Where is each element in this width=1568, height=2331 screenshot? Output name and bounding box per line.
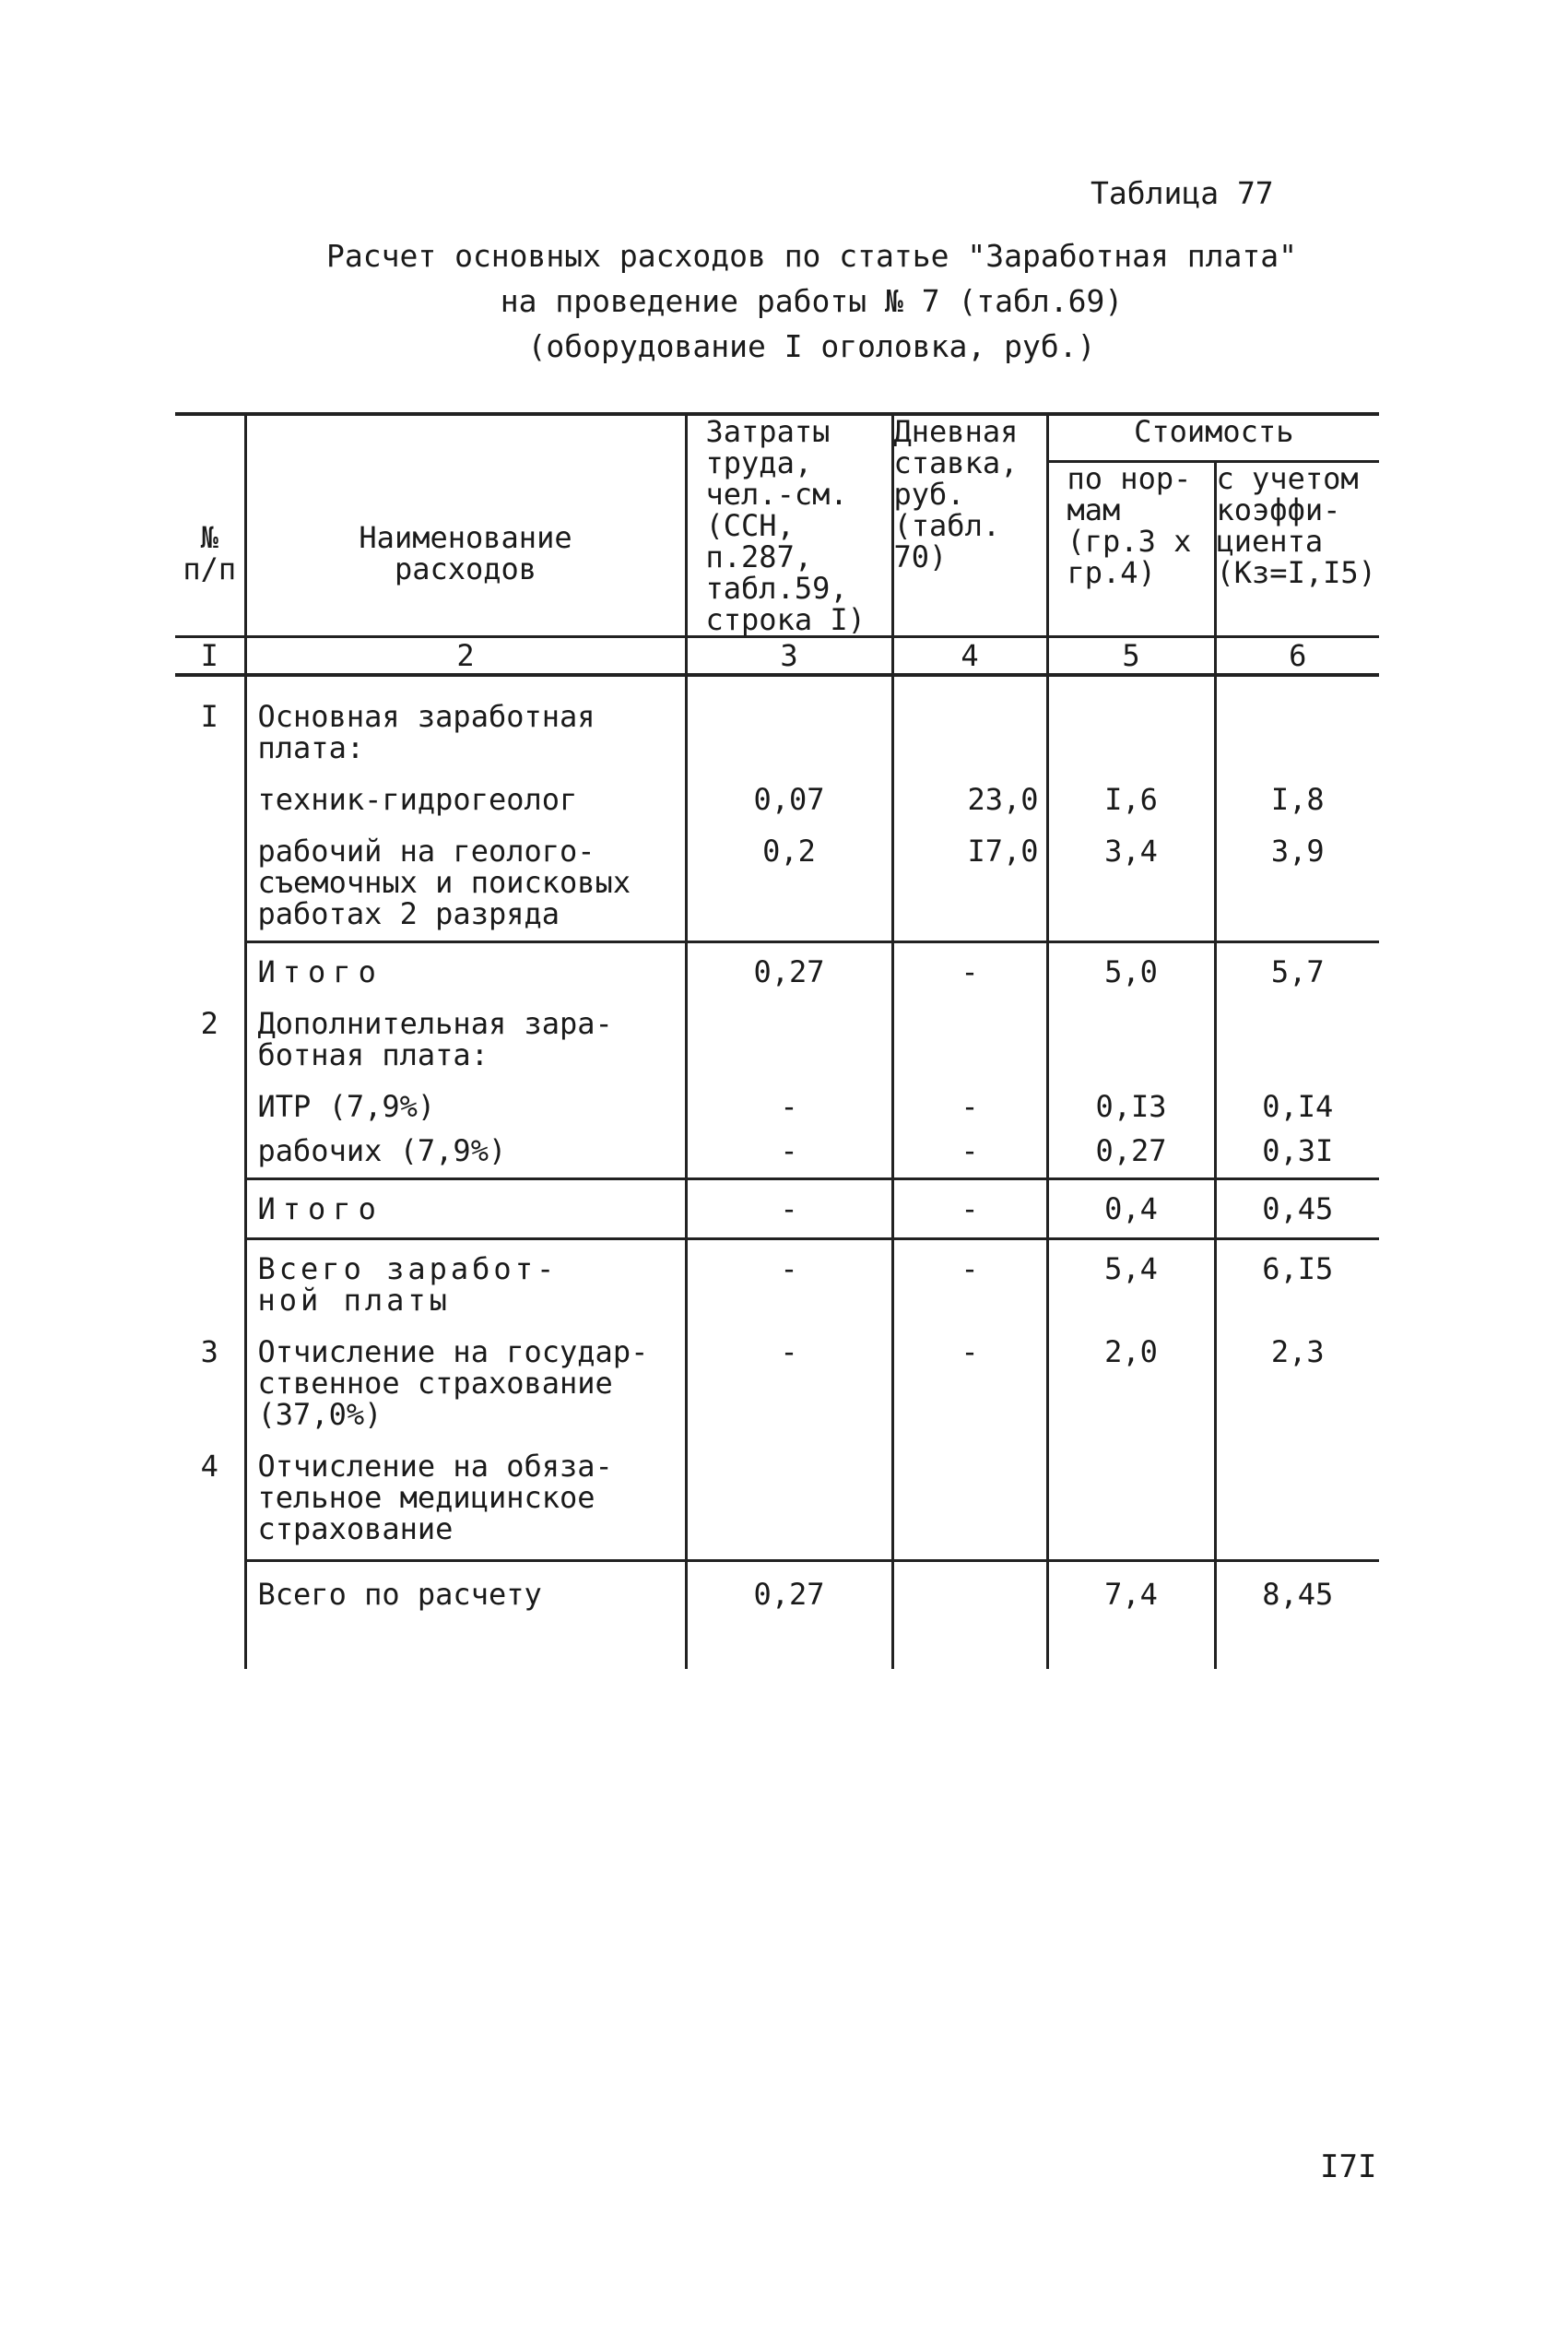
row-labor: - bbox=[686, 1316, 892, 1430]
row-name: ИТР (7,9%) bbox=[245, 1071, 686, 1122]
row-name: рабочих (7,9%) bbox=[245, 1122, 686, 1179]
subtotal-row bbox=[175, 942, 1379, 988]
row-norm: 3,4 bbox=[1047, 815, 1215, 942]
row-labor: 0,27 bbox=[686, 1561, 892, 1611]
row-rate: - bbox=[892, 942, 1047, 988]
table-row bbox=[175, 763, 1379, 815]
row-name: Всего по расчету bbox=[245, 1561, 686, 1611]
row-labor: - bbox=[686, 1179, 892, 1239]
row-coef: 8,45 bbox=[1215, 1561, 1379, 1611]
row-number: 4 bbox=[200, 1449, 218, 1484]
row-norm: 0,27 bbox=[1047, 1122, 1215, 1179]
total-wages-row bbox=[175, 1239, 1379, 1317]
row-labor: - bbox=[686, 1239, 892, 1317]
title-line-2: на проведение работы № 7 (табл.69) bbox=[500, 283, 1124, 319]
row-number: 3 bbox=[200, 1334, 218, 1369]
row-rate: - bbox=[892, 1239, 1047, 1317]
row-number: I bbox=[200, 699, 218, 734]
row-coef: 5,7 bbox=[1215, 942, 1379, 988]
row-labor: 0,2 bbox=[686, 815, 892, 942]
row-norm: 7,4 bbox=[1047, 1561, 1215, 1611]
column-numbers-row bbox=[175, 637, 1379, 676]
row-name: Дополнительная зара- ботная плата: bbox=[245, 988, 686, 1071]
header-name: Наименование расходов bbox=[245, 414, 686, 637]
table-row bbox=[175, 988, 1379, 1071]
header-cost-coef: с учетом коэффи- циента (Кз=I,I5) bbox=[1215, 461, 1379, 636]
table-row bbox=[175, 1316, 1379, 1430]
table-label: Таблица 77 bbox=[1091, 175, 1274, 211]
row-coef: 6,I5 bbox=[1215, 1239, 1379, 1317]
column-number: 6 bbox=[1215, 637, 1379, 676]
table-row bbox=[175, 701, 1379, 763]
title-line-1: Расчет основных расходов по статье "Заработная плата" bbox=[326, 238, 1297, 274]
row-name: Отчисление на обяза- тельное медицинское страхование bbox=[245, 1430, 686, 1561]
row-rate: I7,0 bbox=[892, 815, 1047, 942]
row-name: Основная заработная плата: bbox=[245, 701, 686, 763]
page-number: I7I bbox=[1320, 2148, 1377, 2185]
column-number: I bbox=[200, 638, 218, 673]
row-rate: - bbox=[892, 1316, 1047, 1430]
row-norm: I,6 bbox=[1047, 763, 1215, 815]
row-coef: 2,3 bbox=[1215, 1316, 1379, 1430]
table-row bbox=[175, 1430, 1379, 1561]
header-row-1 bbox=[175, 414, 1379, 461]
row-coef: 0,3I bbox=[1215, 1122, 1379, 1179]
row-name: Всего заработ- ной платы bbox=[245, 1239, 686, 1317]
header-cost-norm: по нор- мам (гр.3 х гр.4) bbox=[1047, 461, 1215, 636]
row-name: рабочий на геолого- съемочных и поисковых работах 2 разряда bbox=[245, 815, 686, 942]
column-number: 2 bbox=[245, 637, 686, 676]
row-name: Отчисление на государ- ственное страхование (37,0%) bbox=[245, 1316, 686, 1430]
row-labor: - bbox=[686, 1122, 892, 1179]
row-coef: 0,45 bbox=[1215, 1179, 1379, 1239]
table-row bbox=[175, 815, 1379, 942]
row-name: техник-гидрогеолог bbox=[245, 763, 686, 815]
row-rate: - bbox=[892, 1122, 1047, 1179]
subtotal-row bbox=[175, 1179, 1379, 1239]
row-coef: 0,I4 bbox=[1215, 1071, 1379, 1122]
row-rate: 23,0 bbox=[892, 763, 1047, 815]
row-rate: - bbox=[892, 1071, 1047, 1122]
table-row bbox=[175, 1071, 1379, 1122]
column-number: 3 bbox=[686, 637, 892, 676]
header-no: № п/п bbox=[183, 520, 237, 586]
row-name: Итого bbox=[245, 942, 686, 988]
column-number: 4 bbox=[892, 637, 1047, 676]
header-rate: Дневная ставка, руб. (табл. 70) bbox=[892, 414, 1047, 637]
row-name: Итого bbox=[245, 1179, 686, 1239]
row-coef: I,8 bbox=[1215, 763, 1379, 815]
row-labor: 0,07 bbox=[686, 763, 892, 815]
row-norm: 0,4 bbox=[1047, 1179, 1215, 1239]
column-number: 5 bbox=[1047, 637, 1215, 676]
table-row bbox=[175, 1122, 1379, 1179]
row-norm: 2,0 bbox=[1047, 1316, 1215, 1430]
row-rate: - bbox=[892, 1179, 1047, 1239]
row-norm: 0,I3 bbox=[1047, 1071, 1215, 1122]
header-labor: Затраты труда, чел.-см. (ССН, п.287, табл.59, строка I) bbox=[686, 414, 892, 637]
row-labor: 0,27 bbox=[686, 942, 892, 988]
title-line-3: (оборудование I оголовка, руб.) bbox=[527, 328, 1096, 364]
row-labor: - bbox=[686, 1071, 892, 1122]
row-number: 2 bbox=[200, 1006, 218, 1041]
header-cost: Стоимость bbox=[1047, 414, 1379, 461]
grand-total-row bbox=[175, 1561, 1379, 1611]
row-norm: 5,4 bbox=[1047, 1239, 1215, 1317]
row-coef: 3,9 bbox=[1215, 815, 1379, 942]
wage-calculation-table bbox=[175, 412, 1379, 1669]
row-norm: 5,0 bbox=[1047, 942, 1215, 988]
